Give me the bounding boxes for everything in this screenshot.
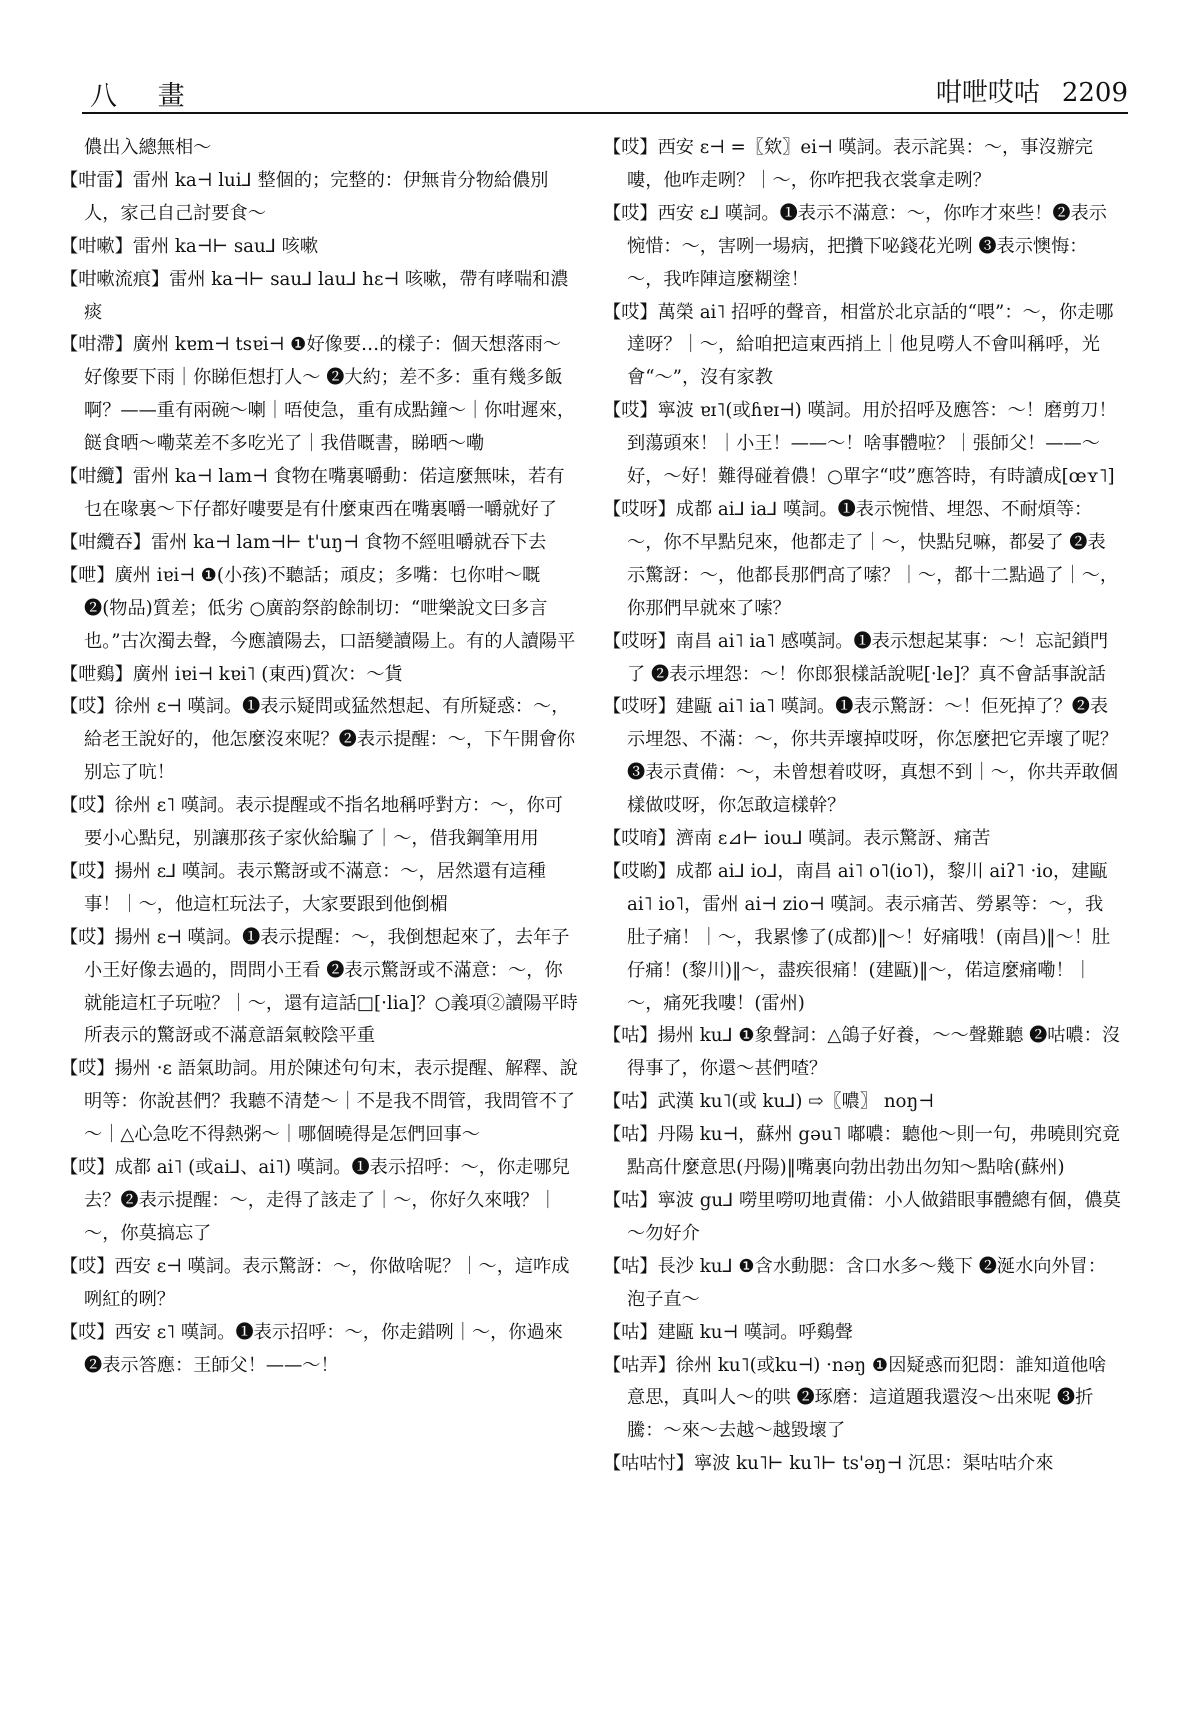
dictionary-entry: 【咕】武漢 ku˥(或 ku⅃) ⇨〖噥〗 noŋ⊣: [603, 1091, 934, 1113]
dictionary-entry: 【哎呀】建甌 ai˥ ia˥ 嘆詞。❶表示驚訝：～！佢死掉了？❷表示埋怨、不滿：～，你共弄壞掉哎呀，你怎麼把它弄壞了呢？❸表示責備：～，未曾想着哎呀，真想不到｜～，你共弄敢個樣做哎呀，你怎敢這樣幹？: [603, 696, 1119, 817]
dictionary-entry: 【哎】揚州 ɛ⅃ 嘆詞。表示驚訝或不滿意：～，居然還有這種事！｜～，他這杠玩法子，大家要跟到他倒楣: [60, 860, 546, 915]
running-head: [936, 72, 1128, 109]
dictionary-entry: 【哎】揚州 ɛ⊣ 嘆詞。❶表示提醒：～，我倒想起來了，去年子小王好像去過的，問問小王看 ❷表示驚訝或不滿意：～，你就能這杠子玩啦？｜～，還有這話□[·lia]？○義項②讀陽平時所表示的驚訝或不滿意語氣較陰平重: [60, 926, 578, 1047]
dictionary-entry: 【哎】徐州 ɛ⊣ 嘆詞。❶表示疑問或猛然想起、有所疑惑：～，給老王說好的，他怎麼沒來呢？❷表示提醒：～，下午開會你别忘了吭！: [60, 696, 576, 784]
dictionary-entry: 【哎】揚州 ·ɛ 語氣助詞。用於陳述句句末，表示提醒、解釋、說明等：你說甚們？我聽不清楚～｜不是我不問管，我問管不了～｜△心急吃不得熱粥～｜哪個曉得是怎們回事～: [60, 1058, 578, 1146]
dictionary-entry: 【咕】建甌 ku⊣ 嘆詞。呼鷄聲: [603, 1321, 853, 1343]
dictionary-entry: 【咁纜吞】雷州 ka⊣ lam⊣⊢ t'uŋ⊣ 食物不經咀嚼就吞下去: [60, 531, 547, 553]
dictionary-entry: 【哎】徐州 ɛ˥ 嘆詞。表示提醒或不指名地稱呼對方：～，你可要小心點兒，别讓那孩子家伙給騙了｜～，借我鋼筆用用: [60, 795, 563, 850]
dictionary-entry: 【呭鷄】廣州 iɐi⊣ kɐi˥ (東西)質次：～貨: [60, 663, 403, 685]
dictionary-entry: 【咁雷】雷州 ka⊣ lui⅃ 整個的；完整的：伊無肯分物給儂別人，家己自己討要食～: [60, 169, 549, 224]
dictionary-entry: 【哎喲】成都 ai⅃ io⅃，南昌 ai˥ o˥(io˥)，黎川 aiʔ˥ ·io，建甌 ai˥ io˥，雷州 ai⊣ zio⊣ 嘆詞。表示痛苦、勞累等：～，我肚子痛！｜～，我累慘了(成都)‖～！好痛哦！(南昌)‖～！肚仔痛！(黎川)‖～，盡疾很痛！(建甌)‖～，偌這麼痛嘞！｜～，痛死我嘍！(雷州): [603, 860, 1111, 1014]
dictionary-entry: 【咁纜】雷州 ka⊣ lam⊣ 食物在嘴裏嚼動：偌這麼無味，若有乜在喙裏～下仔都好嘍要是有什麼東西在嘴裏嚼一嚼就好了: [60, 466, 565, 520]
dictionary-entry: 【咁滯】廣州 kɐm⊣ tsɐi⊣ ❶好像要…的樣子：個天想落雨～好像要下雨｜你睇佢想打人～ ❷大約；差不多：重有幾多飯啊？——重有兩碗～喇｜唔使急，重有成點鐘～｜你咁遲來，餸食晒～嘞菜差不多吃光了｜我借嘅書，睇晒～嘞: [60, 334, 576, 455]
dictionary-entry: 【哎呀】成都 ai⅃ ia⅃ 嘆詞。❶表示惋惜、埋怨、不耐煩等：～，你不早點兒來，他都走了｜～，快點兒嘛，都晏了 ❷表示驚訝：～，他都長那們高了嗦？｜～，都十二點過了｜～，你那們早就來了嗦？: [603, 498, 1119, 619]
dictionary-entry: 【哎】西安 ɛ⊣ 嘆詞。表示驚訝：～，你做啥呢？｜～，這咋成咧紅的咧？: [60, 1255, 570, 1310]
dictionary-entry: 【咕】揚州 ku⅃ ❶象聲詞：△鴿子好養，～～聲難聽 ❷咕噥：沒得事了，你還～甚們喳？: [603, 1025, 1121, 1080]
dictionary-entry: 【哎】西安 ɛ˥ 嘆詞。❶表示招呼：～，你走錯咧｜～，你過來 ❷表示答應：王師父！——～！: [60, 1321, 563, 1376]
section-label: 八 畫: [90, 81, 201, 112]
dictionary-entry: 【哎呀】南昌 ai˥ ia˥ 感嘆詞。❶表示想起某事：～！忘記鎖門了 ❷表示埋怨：～！你郎狠樣話說呢[·le]？真不會話事說話: [603, 630, 1109, 685]
dictionary-entry: 【咕咕忖】寧波 ku˥⊢ ku˥⊢ ts'əŋ⊣ 沉思：渠咕咕介來: [603, 1453, 1054, 1475]
dictionary-entry: 【咁嗽】雷州 ka⊣⊢ sau⅃ 咳嗽: [60, 235, 319, 257]
page-number: 2209: [1061, 78, 1128, 108]
dictionary-entry: 【哎唷】濟南 ɛ⊿⊢ iou⅃ 嘆詞。表示驚訝、痛苦: [603, 828, 991, 850]
dictionary-entry: 【咁嗽流痕】雷州 ka⊣⊢ sau⅃ lau⅃ hɛ⊣ 咳嗽，帶有哮喘和濃痰: [60, 268, 569, 323]
dictionary-entry: 【咕】寧波 gu⅃ 嘮里嘮叨地責備：小人做錯眼事體總有個，儂莫～勿好介: [603, 1190, 1121, 1244]
header-rule: [82, 112, 1128, 114]
dictionary-entry: 【咕】丹陽 ku⊣，蘇州 gəu˥ 嘟噥：聽他～則一句，弗曉則究竟點高什麼意思(丹陽)‖嘴裏向勃出勃出勿知～點啥(蘇州): [603, 1124, 1121, 1179]
page-header: [82, 62, 1128, 114]
dictionary-entry: 【哎】成都 ai˥ (或ai⅃、ai˥) 嘆詞。❶表示招呼：～，你走哪兒去？❷表示提醒：～，走得了該走了｜～，你好久來哦？｜～，你莫搞忘了: [60, 1157, 570, 1244]
right-column: [603, 132, 1121, 1712]
left-column: [60, 132, 578, 1712]
dictionary-entry: 【咕弄】徐州 ku˥(或ku⊣) ·nəŋ ❶因疑惑而犯悶：誰知道他啥意思，真叫人～的哄 ❷琢磨：這道題我還沒～出來呢 ❸折騰：～來～去越～越毀壞了: [603, 1354, 1107, 1442]
guide-words: 咁呭哎咕: [935, 78, 1040, 108]
dictionary-entry: 【哎】西安 ɛ⊣ =〖欸〗ei⊣ 嘆詞。表示詫異：～，事沒辦完嘍，他咋走咧？｜～，你咋把我衣裳拿走咧？: [603, 137, 1093, 191]
dictionary-entry: 儂出入總無相～: [84, 137, 212, 158]
dictionary-entry: 【哎】萬榮 ai˥ 招呼的聲音，相當於北京話的“喂”：～，你走哪達呀？｜～，給咱把這東西捎上｜他見嘮人不會叫稱呼，光會“～”，沒有家教: [603, 301, 1114, 389]
dictionary-entry: 【哎】西安 ɛ⅃ 嘆詞。❶表示不滿意：～，你咋才來些！❷表示惋惜：～，害咧一場病，把攢下咇錢花光咧 ❸表示懊悔：～，我咋陣這麼糊塗！: [603, 202, 1107, 290]
dictionary-entry: 【呭】廣州 iɐi⊣ ❶(小孩)不聽話；頑皮；多嘴：乜你咁～嘅 ❷(物品)質差；低劣 ○廣韵祭韵餘制切：“呭樂說文曰多言也。”古次濁去聲，今應讀陽去，口語變讀陽上。有的人讀陽平: [60, 564, 576, 652]
dictionary-entry: 【哎】寧波 ɐɪ˥(或ɦɐɪ⊣) 嘆詞。用於招呼及應答：～！磨剪刀！到蕩頭來！｜小王！——～！啥事體啦？｜張師父！——～好，～好！難得碰着儂！○單字“哎”應答時，有時讀成[œʏ˥]: [603, 400, 1117, 488]
dictionary-entry: 【咕】長沙 ku⅃ ❶含水動腮：含口水多～幾下 ❷涎水向外冒：泡子直～: [603, 1255, 1107, 1310]
